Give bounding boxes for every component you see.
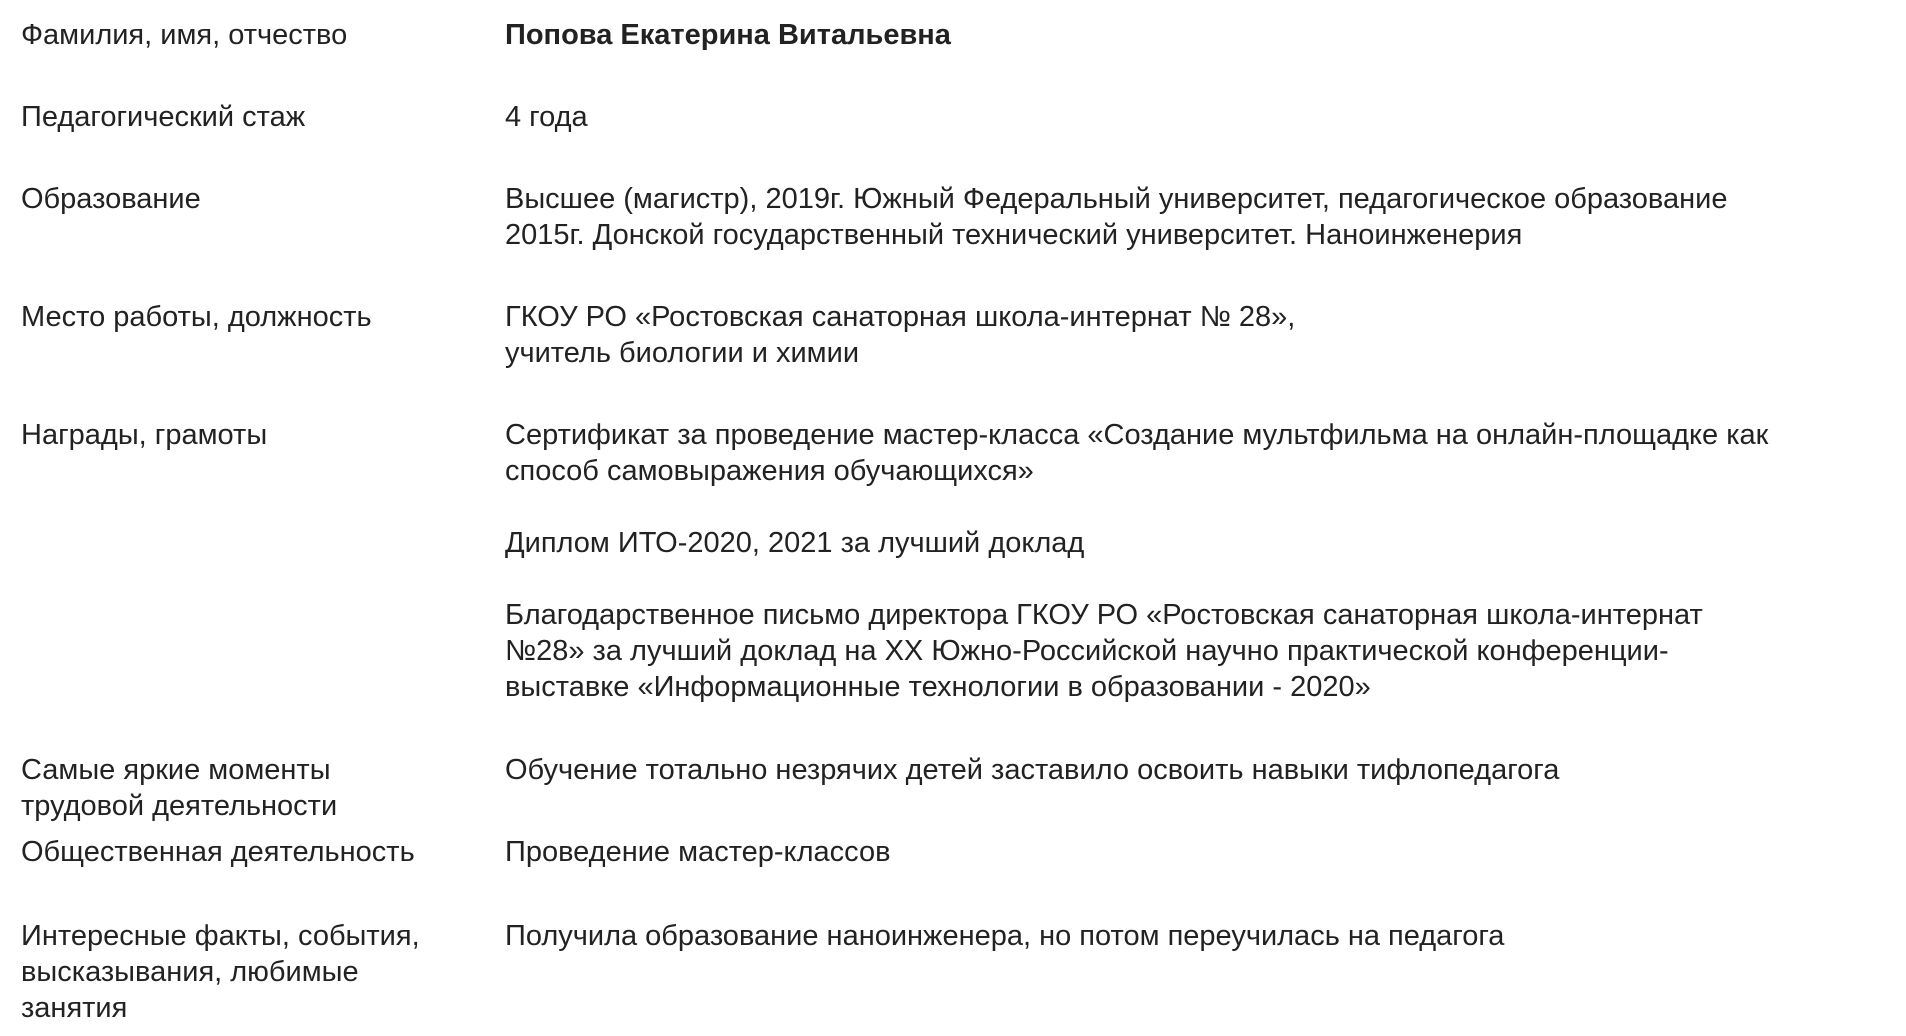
award-line: Благодарственное письмо директора ГКОУ РО «Ростовская санаторная школа-интернат [505,599,1703,631]
row-label-line: Интересные факты, события, [21,920,420,952]
workplace-line: ГКОУ РО «Ростовская санаторная школа-интернат № 28», [505,301,1296,333]
profile-row-name [21,17,1906,99]
profile-row-education [21,181,1906,299]
row-label-line: трудовой деятельности [21,790,338,822]
full-name: Попова Екатерина Витальевна [505,19,951,51]
award-item [505,525,1905,561]
award-line: Диплом ИТО-2020, 2021 за лучший доклад [505,527,1085,559]
profile-row-experience [21,99,1906,181]
social-activity-value: Проведение мастер-классов [505,836,891,868]
teaching-experience: 4 года [505,101,588,133]
profile-row-workplace [21,299,1906,417]
award-line: способ самовыражения обучающихся» [505,455,1034,487]
profile-row-highlights [21,752,1906,834]
award-line: Сертификат за проведение мастер-класса «Создание мультфильма на онлайн-площадке как [505,419,1769,451]
highlights-value: Обучение тотально незрячих детей заставило освоить навыки тифлопедагога [505,754,1560,786]
workplace-value [505,299,1905,371]
row-label: Место работы, должность [21,301,372,333]
row-label: Фамилия, имя, отчество [21,19,348,51]
profile-row-facts [21,918,1906,1036]
award-item [505,417,1905,489]
row-label: Педагогический стаж [21,101,306,133]
profile-row-awards [21,417,1906,752]
row-label [21,918,505,1026]
profile-row-social [21,834,1906,918]
position-line: учитель биологии и химии [505,337,860,369]
award-item [505,597,1905,705]
row-label: Общественная деятельность [21,836,415,868]
awards-list [505,417,1905,705]
award-line: №28» за лучший доклад на XX Южно-Российской научно практической конференции- [505,635,1669,667]
row-label: Награды, грамоты [21,419,268,451]
row-label-line: Самые яркие моменты [21,754,331,786]
row-label-line: занятия [21,992,128,1024]
education-value [505,181,1905,253]
row-label-line: высказывания, любимые [21,956,359,988]
education-line: Высшее (магистр), 2019г. Южный Федеральный университет, педагогическое образование [505,183,1728,215]
row-label [21,752,505,824]
facts-value: Получила образование наноинженера, но потом переучилась на педагога [505,920,1505,952]
row-label: Образование [21,183,201,215]
award-line: выставке «Информационные технологии в образовании - 2020» [505,671,1371,703]
education-line: 2015г. Донской государственный технический университет. Наноинженерия [505,219,1523,251]
